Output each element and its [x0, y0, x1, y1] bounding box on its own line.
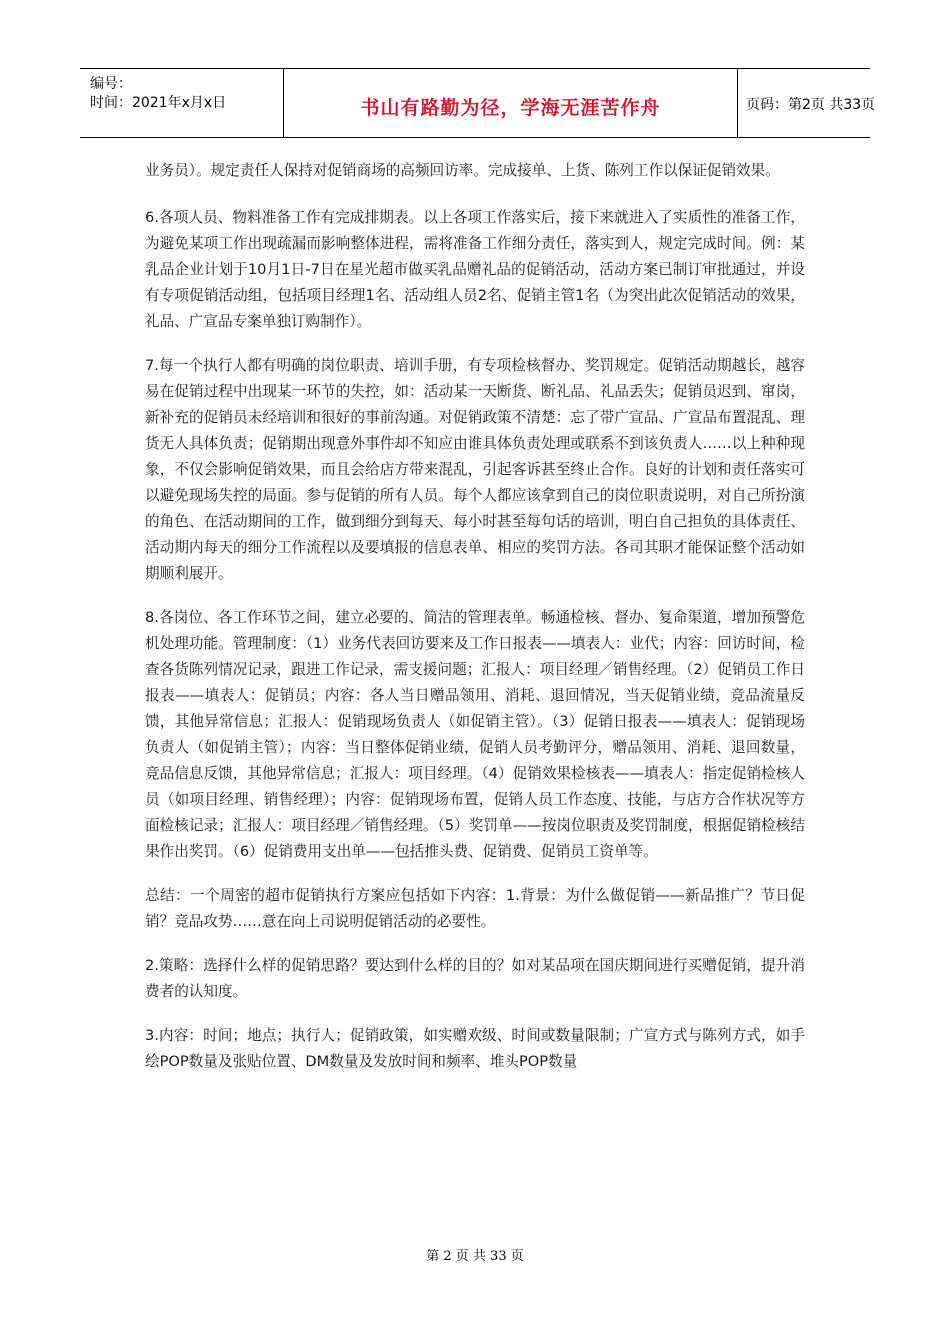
- document-time-label: 时间：2021年x月x日: [90, 95, 227, 111]
- paragraph-8: 8.各岗位、各工作环节之间，建立必要的、简洁的管理表单。畅通检核、督办、复命渠道，增加预警危机处理功能。管理制度：（1）业务代表回访要来及工作日报表——填表人：业代；内容：回访时间，检查各货陈列情况记录，跟进工作记录，需支援问题；汇报人：项目经理／销售经理。（2）促销员工作日报表——填表人：促销员；内容：各人当日赠品领用、消耗、退回情况，当天促销业绩，竞品流量反馈，其他异常信息；汇报人：促销现场负责人（如促销主管）。（3）促销日报表——填表人：促销现场负责人（如促销主管）；内容：当日整体促销业绩，促销人员考勤评分，赠品领用、消耗、退回数量，竞品信息反馈，其他异常信息；汇报人：项目经理。（4）促销效果检核表——填表人：指定促销检核人员（如项目经理、销售经理）；内容：促销现场布置，促销人员工作态度、技能，与店方合作状况等方面检核记录；汇报人：项目经理／销售经理。（5）奖罚单——按岗位职责及奖罚制度，根据促销检核结果作出奖罚。（6）促销费用支出单——包括推头费、促销费、促销员工资单等。: [145, 609, 805, 860]
- page-footer: 第 2 页 共 33 页: [426, 1249, 524, 1264]
- header-motto-cell: [284, 69, 738, 137]
- paragraph-6: 6.各项人员、物料准备工作有完成排期表。以上各项工作落实后，接下来就进入了实质性的准备工作，为避免某项工作出现疏漏而影响整体进程，需将准备工作细分责任，落实到人，规定完成时间。例：某乳品企业计划于10月1日-7日在星光超市做买乳品赠礼品的促销活动，活动方案已制订审批通过，并设有专项促销活动组，包括项目经理1名、活动组人员2名、促销主管1名（为突出此次促销活动的效果，礼品、广宣品专案单独订购制作）。: [145, 209, 805, 330]
- header-info-cell: [80, 69, 284, 137]
- paragraph-7: 7.每一个执行人都有明确的岗位职责、培训手册，有专项检核督办、奖罚规定。促销活动期越长，越容易在促销过程中出现某一环节的失控，如：活动某一天断货、断礼品、礼品丢失；促销员迟到、窜岗，新补充的促销员未经培训和很好的事前沟通。对促销政策不清楚：忘了带广宣品、广宣品布置混乱、理货无人具体负责；促销期出现意外事件却不知应由谁具体负责处理或联系不到该负责人……以上种种现象，不仅会影响促销效果，而且会给店方带来混乱，引起客诉甚至终止合作。良好的计划和责任落实可以避免现场失控的局面。参与促销的所有人员。每个人都应该拿到自己的岗位职责说明，对自己所扮演的角色、在活动期间的工作，做到细分到每天、每小时甚至每句话的培训，明白自己担负的具体责任、活动期内每天的细分工作流程以及要填报的信息表单、相应的奖罚方法。各司其职才能保证整个活动如期顺利展开。: [145, 357, 805, 582]
- header-page-info: 页码：第2页 共33页: [746, 97, 876, 113]
- page-header: [80, 68, 876, 138]
- paragraph-summary: 总结：一个周密的超市促销执行方案应包括如下内容：1.背景：为什么做促销——新品推广？节日促销？竞品攻势……意在向上司说明促销活动的必要性。: [145, 887, 805, 930]
- header-motto: 书山有路勤为径，学海无涯苦作舟: [360, 97, 661, 119]
- paragraph-continued: 业务员）。规定责任人保持对促销商场的高频回访率。完成接单、上货、陈列工作以保证促销效果。: [145, 162, 780, 179]
- header-page-cell: [738, 69, 876, 137]
- document-body: [145, 158, 805, 1093]
- document-code-label: 编号：: [90, 76, 132, 92]
- paragraph-strategy: 2.策略：选择什么样的促销思路？要达到什么样的目的？如对某品项在国庆期间进行买赠促销，提升消费者的认知度。: [145, 957, 805, 1000]
- paragraph-content: 3.内容：时间；地点；执行人；促销政策，如实赠欢级、时间或数量限制；广宣方式与陈列方式，如手绘POP数量及张贴位置、DM数量及发放时间和频率、堆头POP数量: [145, 1027, 805, 1070]
